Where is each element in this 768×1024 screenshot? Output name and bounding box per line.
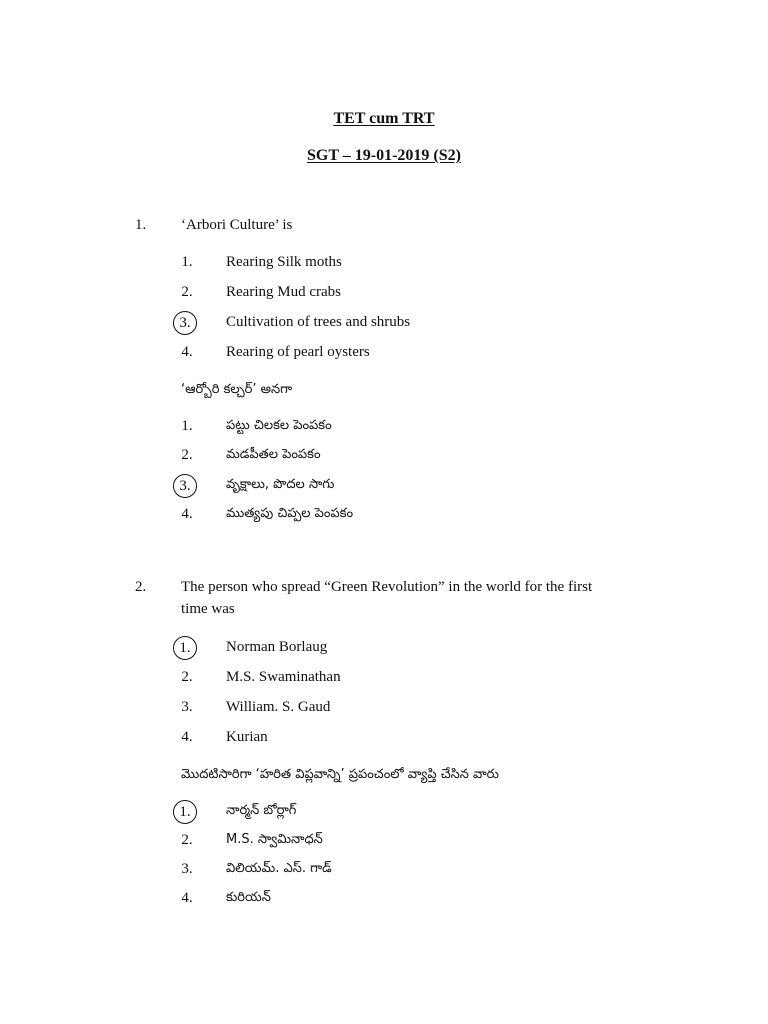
q2-option-1-text: Norman Borlaug <box>226 639 328 655</box>
q1-te-option-1-number: 1. <box>181 418 193 434</box>
q2-option-1-number-circled <box>172 637 202 660</box>
question-1-text-telugu: ‘ఆర్బోరి కల్చర్’ అనగా <box>181 382 293 397</box>
q2-option-2-number: 2. <box>181 669 193 685</box>
q1-option-2-text: Rearing Mud crabs <box>226 284 341 300</box>
q2-te-option-1-text: నార్మన్ బోర్లాగ్ <box>226 803 297 818</box>
q2-option-3-text: William. S. Gaud <box>226 699 331 715</box>
q1-option-3-number-circled <box>172 312 202 335</box>
q2-te-option-3-text: విలియమ్. ఎస్. గాడ్ <box>226 861 332 876</box>
q2-option-4-number: 4. <box>181 729 193 745</box>
q1-option-3-text: Cultivation of trees and shrubs <box>226 314 411 330</box>
document-title: TET cum TRT <box>333 110 435 127</box>
question-2-text-telugu: మొదటిసారిగా ‘హరిత విప్లవాన్ని’ ప్రపంచంలో వ్యాప్తి చేసిన వారు <box>181 767 499 782</box>
q2-te-option-1-number-circled <box>172 801 202 824</box>
q2-te-option-2-number: 2. <box>181 832 193 848</box>
q1-option-1-number: 1. <box>181 254 193 270</box>
q2-te-option-4-number: 4. <box>181 890 193 906</box>
answer-circle: 1. <box>173 636 197 660</box>
q1-option-4-number: 4. <box>181 344 193 360</box>
q1-te-option-4-number: 4. <box>181 506 193 522</box>
q2-te-option-2-text: M.S. స్వామినాధన్ <box>226 832 323 847</box>
answer-circle: 1. <box>173 800 197 824</box>
q1-option-4-text: Rearing of pearl oysters <box>226 344 370 360</box>
q2-te-option-3-number: 3. <box>181 861 193 877</box>
question-2-text-line-1: The person who spread “Green Revolution” in the world for the first <box>181 579 593 595</box>
q1-te-option-2-text: మడపీతల పెంపకం <box>226 447 321 462</box>
q2-option-4-text: Kurian <box>226 729 268 745</box>
q1-te-option-3-number-circled <box>172 475 202 498</box>
question-2-text-line-2: time was <box>181 601 235 617</box>
answer-circle: 3. <box>173 474 197 498</box>
document-subtitle: SGT – 19-01-2019 (S2) <box>307 147 461 164</box>
q1-te-option-3-text: వృక్షాలు, పొదల సాగు <box>226 477 335 492</box>
q2-te-option-4-text: కురియన్ <box>226 890 271 905</box>
q1-te-option-4-text: ముత్యపు చిప్పల పెంపకం <box>226 506 354 521</box>
question-1-number: 1. <box>135 217 147 233</box>
q2-option-2-text: M.S. Swaminathan <box>226 669 341 685</box>
q1-te-option-2-number: 2. <box>181 447 193 463</box>
q1-option-2-number: 2. <box>181 284 193 300</box>
answer-circle: 3. <box>173 311 197 335</box>
question-2-number: 2. <box>135 579 147 595</box>
q1-te-option-1-text: పట్టు చిలకల పెంపకం <box>226 418 332 433</box>
q1-option-1-text: Rearing Silk moths <box>226 254 342 270</box>
q2-option-3-number: 3. <box>181 699 193 715</box>
question-1-text: ‘Arbori Culture’ is <box>181 217 293 233</box>
